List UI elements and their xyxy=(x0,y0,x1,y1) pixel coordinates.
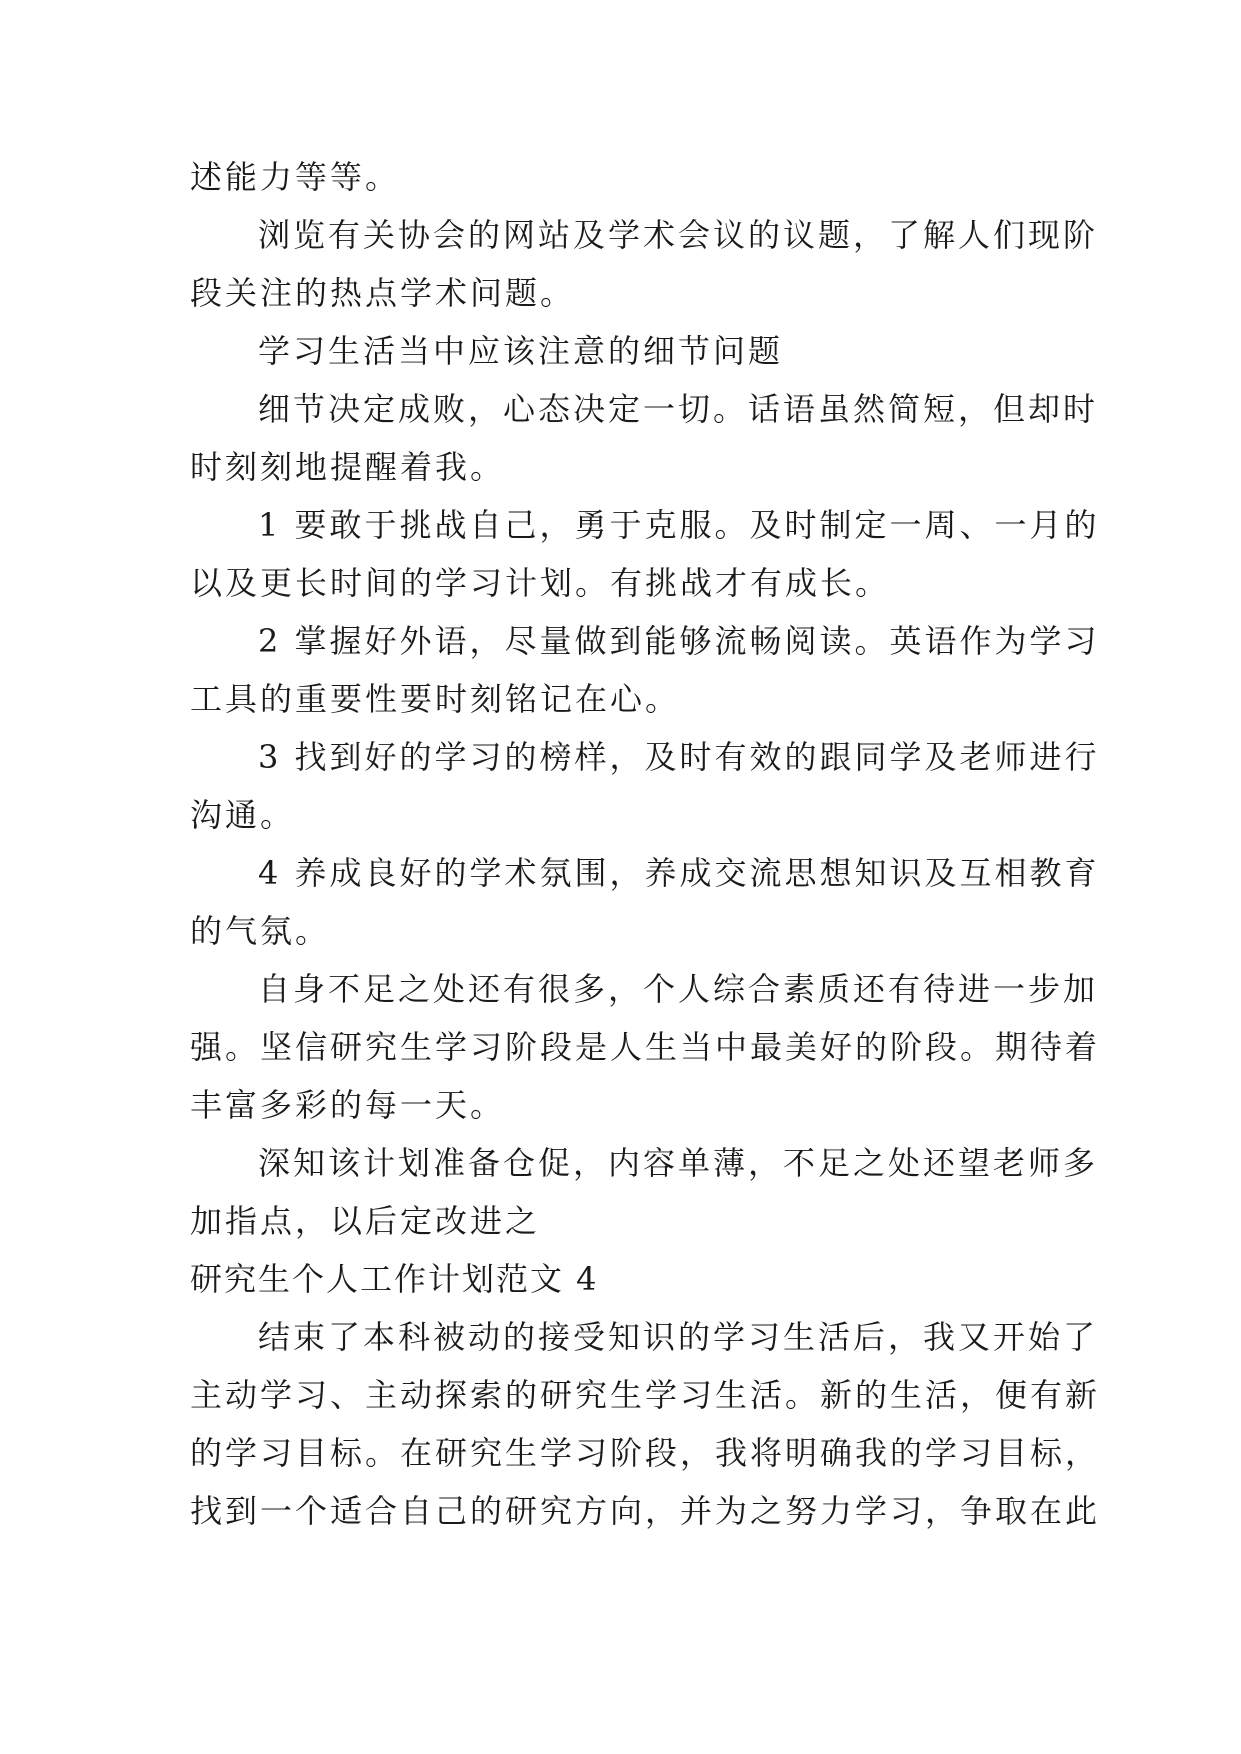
text-line: 丰富多彩的每一天。 xyxy=(190,1086,506,1124)
text-line: 段关注的热点学术问题。 xyxy=(190,274,576,312)
section-paragraph-1 xyxy=(190,1308,1101,1540)
paragraph-7 xyxy=(190,728,1100,844)
paragraph-6 xyxy=(190,612,1100,728)
text-line: 以及更长时间的学习计划。有挑战才有成长。 xyxy=(190,564,891,602)
text-line: 加指点，以后定改进之 xyxy=(190,1202,541,1240)
paragraph-5 xyxy=(190,496,1100,612)
text-line: 主动学习、主动探索的研究生学习生活。新的生活，便有新 xyxy=(190,1376,1101,1414)
paragraph-3 xyxy=(190,322,1060,380)
text-line: 时刻刻地提醒着我。 xyxy=(190,448,506,486)
text-line: 1 要敢于挑战自己，勇于克服。及时制定一周、一月的 xyxy=(258,506,1100,544)
paragraph-8 xyxy=(190,844,1100,960)
text-line: 强。坚信研究生学习阶段是人生当中最美好的阶段。期待着 xyxy=(190,1028,1101,1066)
text-line: 沟通。 xyxy=(190,796,296,834)
text-line: 3 找到好的学习的榜样，及时有效的跟同学及老师进行 xyxy=(258,738,1100,776)
text-line: 自身不足之处还有很多，个人综合素质还有待进一步加 xyxy=(258,970,1099,1008)
paragraph-10 xyxy=(190,1134,1099,1250)
text-line: 找到一个适合自己的研究方向，并为之努力学习，争取在此 xyxy=(190,1492,1101,1530)
paragraph-9 xyxy=(190,960,1101,1134)
text-line: 细节决定成败，心态决定一切。话语虽然简短，但却时 xyxy=(258,390,1099,428)
text-line: 述能力等等。 xyxy=(190,158,401,196)
paragraph-4 xyxy=(190,380,1099,496)
text-line: 工具的重要性要时刻铭记在心。 xyxy=(190,680,681,718)
text-line: 2 掌握好外语，尽量做到能够流畅阅读。英语作为学习 xyxy=(258,622,1100,660)
text-line: 浏览有关协会的网站及学术会议的议题，了解人们现阶 xyxy=(258,216,1099,254)
text-line: 的气氛。 xyxy=(190,912,331,950)
text-line: 学习生活当中应该注意的细节问题 xyxy=(258,332,784,370)
text-line: 深知该计划准备仓促，内容单薄，不足之处还望老师多 xyxy=(258,1144,1099,1182)
text-line: 的学习目标。在研究生学习阶段，我将明确我的学习目标， xyxy=(190,1434,1101,1472)
text-line: 4 养成良好的学术氛围，养成交流思想知识及互相教育 xyxy=(258,854,1100,892)
section-title: 研究生个人工作计划范文 4 xyxy=(190,1260,599,1298)
document-page xyxy=(190,148,1101,1540)
paragraph-1 xyxy=(190,148,1060,206)
paragraph-2 xyxy=(190,206,1099,322)
text-line: 结束了本科被动的接受知识的学习生活后，我又开始了 xyxy=(258,1318,1099,1356)
